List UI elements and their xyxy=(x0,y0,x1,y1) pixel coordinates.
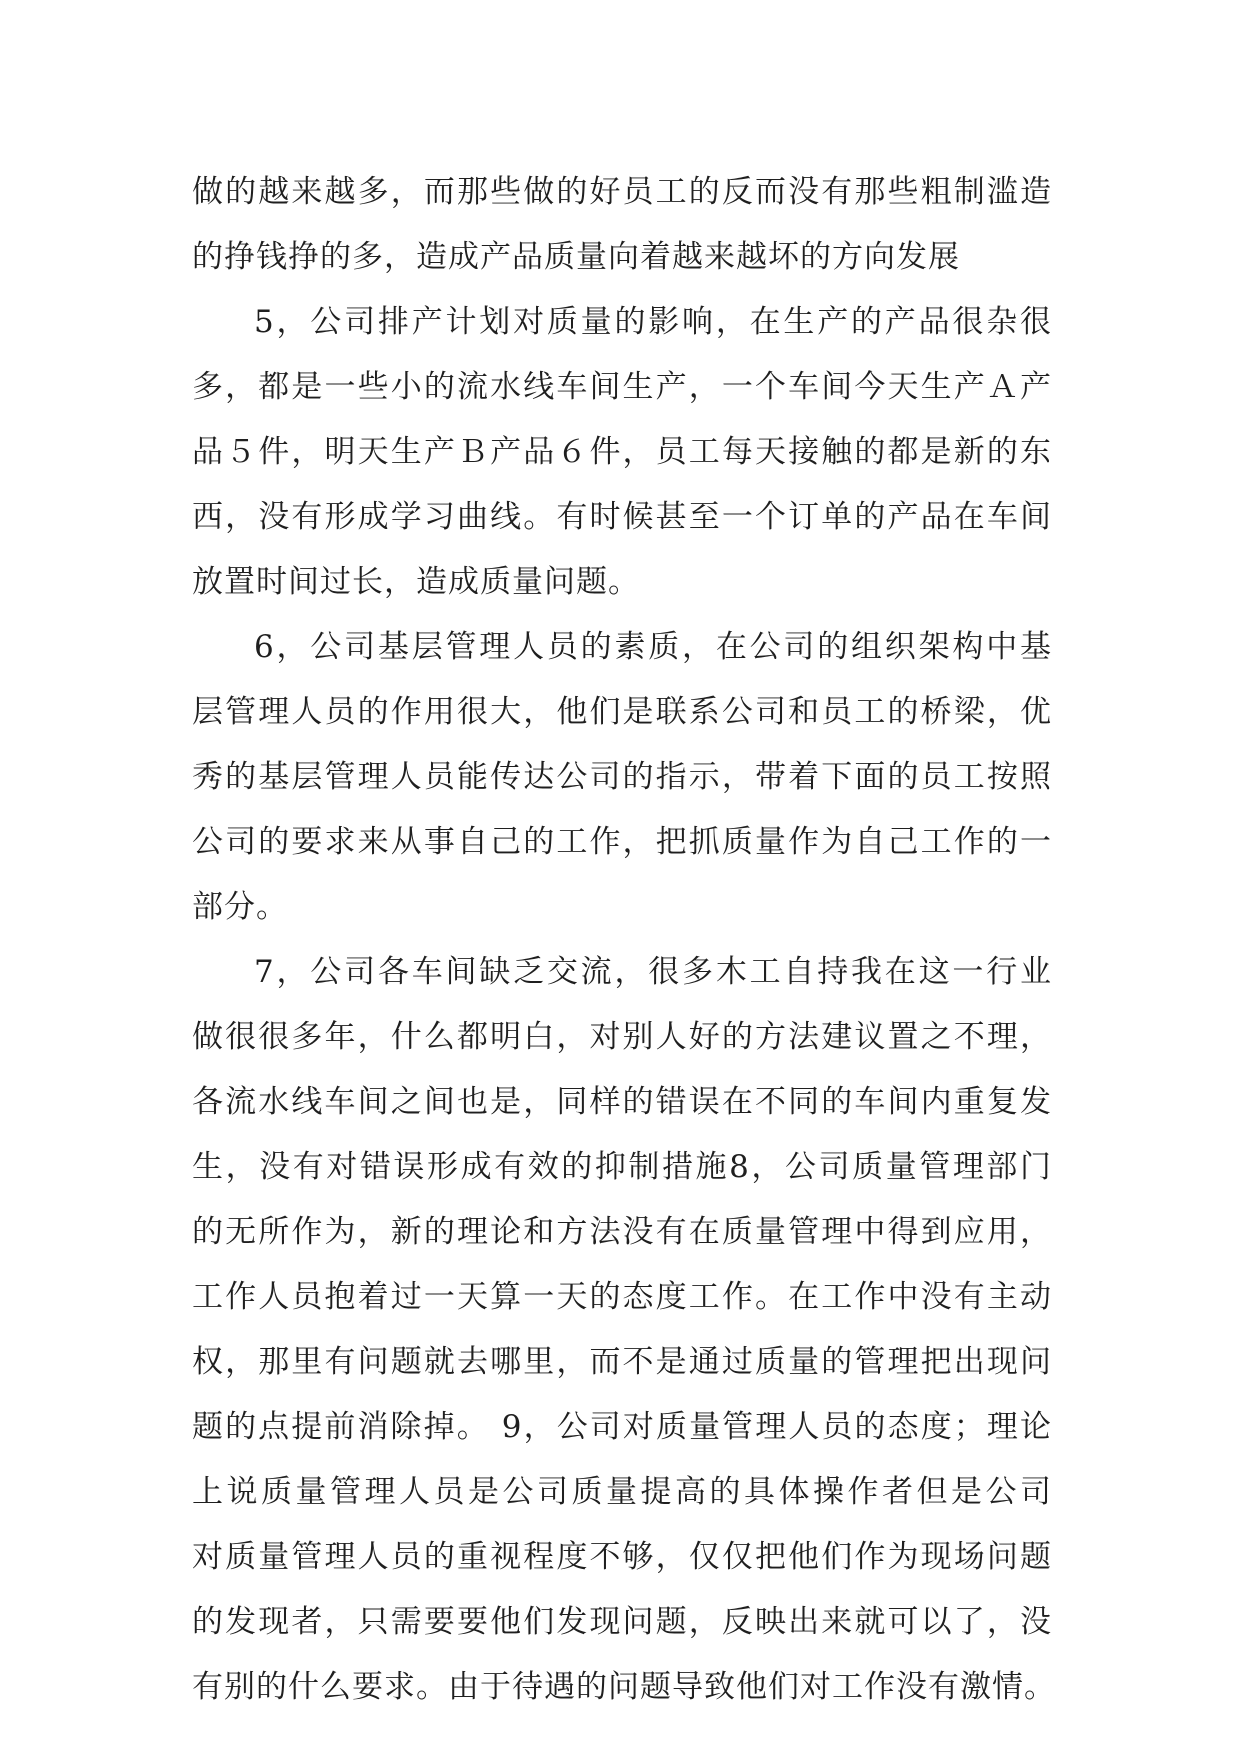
text-line: 的发现者，只需要要他们发现问题，反映出来就可以了，没 xyxy=(192,1604,1052,1640)
text-line: 部分。 xyxy=(192,889,288,925)
text-line: 题的点提前消除掉。 9，公司对质量管理人员的态度；理论 xyxy=(192,1409,1052,1445)
text-line: 层管理人员的作用很大，他们是联系公司和员工的桥梁，优 xyxy=(192,694,1052,730)
text-line: 生，没有对错误形成有效的抑制措施8，公司质量管理部门 xyxy=(192,1149,1052,1185)
text-line: 公司的要求来从事自己的工作，把抓质量作为自己工作的一 xyxy=(192,824,1052,860)
text-line: 品５件，明天生产Ｂ产品６件，员工每天接触的都是新的东 xyxy=(192,434,1052,470)
text-line: 的无所作为，新的理论和方法没有在质量管理中得到应用， xyxy=(192,1214,1052,1250)
text-line: 权，那里有问题就去哪里，而不是通过质量的管理把出现问 xyxy=(192,1344,1052,1380)
text-line: 有别的什么要求。由于待遇的问题导致他们对工作没有激情。 xyxy=(192,1669,1056,1705)
text-line: 各流水线车间之间也是，同样的错误在不同的车间内重复发 xyxy=(192,1084,1052,1120)
text-line: 西，没有形成学习曲线。有时候甚至一个订单的产品在车间 xyxy=(192,499,1052,535)
text-line: 上说质量管理人员是公司质量提高的具体操作者但是公司 xyxy=(192,1474,1052,1510)
paragraph-7-first-line: 7，公司各车间缺乏交流，很多木工自持我在这一行业 xyxy=(254,954,1052,990)
paragraph-5-first-line: 5，公司排产计划对质量的影响，在生产的产品很杂很 xyxy=(254,304,1052,340)
text-line: 多，都是一些小的流水线车间生产，一个车间今天生产Ａ产 xyxy=(192,369,1052,405)
document-body xyxy=(192,160,1056,1720)
text-line: 放置时间过长，造成质量问题。 xyxy=(192,564,640,600)
text-line: 做很很多年，什么都明白，对别人好的方法建议置之不理， xyxy=(192,1019,1052,1055)
text-line: 工作人员抱着过一天算一天的态度工作。在工作中没有主动 xyxy=(192,1279,1052,1315)
text-line: 的挣钱挣的多，造成产品质量向着越来越坏的方向发展 xyxy=(192,239,960,275)
text-line: 对质量管理人员的重视程度不够，仅仅把他们作为现场问题 xyxy=(192,1539,1052,1575)
text-line: 做的越来越多，而那些做的好员工的反而没有那些粗制滥造 xyxy=(192,174,1052,210)
text-line: 秀的基层管理人员能传达公司的指示，带着下面的员工按照 xyxy=(192,759,1052,795)
paragraph-6-first-line: 6，公司基层管理人员的素质，在公司的组织架构中基 xyxy=(254,629,1052,665)
